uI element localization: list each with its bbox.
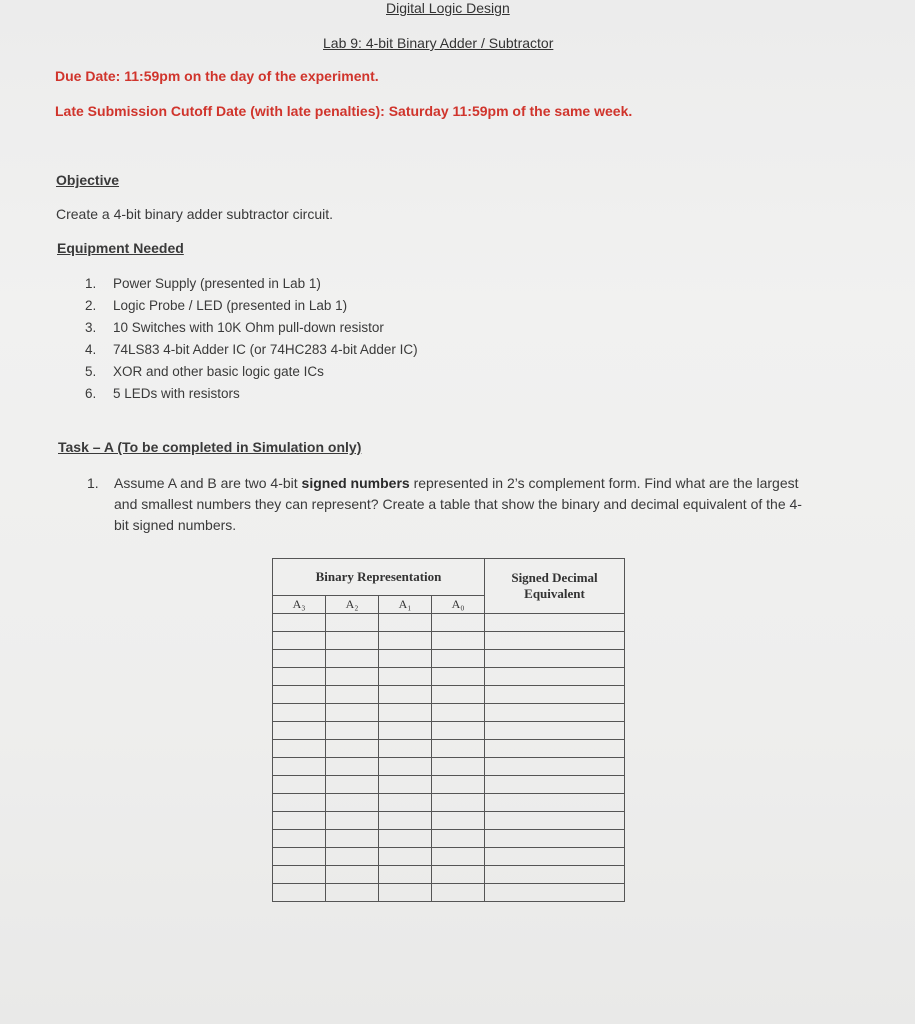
task-item-text	[114, 473, 814, 536]
table-cell	[485, 794, 625, 812]
table-cell	[432, 758, 485, 776]
late-cutoff-date: Late Submission Cutoff Date (with late penalties): Saturday 11:59pm of the same week.	[55, 103, 633, 119]
table-row	[273, 812, 625, 830]
list-number: 6.	[85, 386, 97, 401]
bit-header-a2: A₂	[326, 596, 379, 614]
table-cell	[379, 722, 432, 740]
table-cell	[273, 722, 326, 740]
list-number: 3.	[85, 320, 97, 335]
bit-header-a0: A₀	[432, 596, 485, 614]
table-cell	[273, 686, 326, 704]
table-cell	[379, 650, 432, 668]
table-row	[273, 614, 625, 632]
list-number: 5.	[85, 364, 97, 379]
table-cell	[432, 722, 485, 740]
table-cell	[485, 686, 625, 704]
table-cell	[273, 614, 326, 632]
table-row	[273, 776, 625, 794]
list-item-text: Power Supply (presented in Lab 1)	[113, 276, 321, 291]
equipment-list	[85, 275, 418, 407]
table-cell	[326, 830, 379, 848]
table-cell	[379, 776, 432, 794]
table-cell	[485, 650, 625, 668]
table-cell	[273, 776, 326, 794]
task-text-bold: signed numbers	[301, 475, 410, 491]
table-row	[273, 884, 625, 902]
list-item-text: 5 LEDs with resistors	[113, 386, 240, 401]
table-cell	[326, 848, 379, 866]
table-cell	[432, 830, 485, 848]
table-cell	[326, 740, 379, 758]
table-cell	[273, 794, 326, 812]
table-cell	[326, 776, 379, 794]
table-cell	[379, 632, 432, 650]
table-cell	[273, 704, 326, 722]
table-cell	[485, 740, 625, 758]
table-cell	[273, 812, 326, 830]
table-cell	[326, 722, 379, 740]
table-row	[273, 722, 625, 740]
table-cell	[485, 830, 625, 848]
table-cell	[379, 686, 432, 704]
table-row	[273, 830, 625, 848]
table-row	[273, 758, 625, 776]
table-cell	[326, 686, 379, 704]
table-row	[273, 686, 625, 704]
table-cell	[432, 632, 485, 650]
table-cell	[379, 848, 432, 866]
table-cell	[432, 776, 485, 794]
table-cell	[273, 668, 326, 686]
table-cell	[326, 794, 379, 812]
table-cell	[432, 740, 485, 758]
table-cell	[326, 704, 379, 722]
table-cell	[485, 884, 625, 902]
table-row	[273, 704, 625, 722]
table-cell	[326, 614, 379, 632]
table-cell	[432, 686, 485, 704]
table-cell	[273, 740, 326, 758]
table-cell	[485, 668, 625, 686]
table-cell	[432, 614, 485, 632]
list-number: 2.	[85, 298, 97, 313]
table-cell	[379, 812, 432, 830]
list-item	[85, 341, 418, 363]
list-number: 4.	[85, 342, 97, 357]
table-cell	[432, 650, 485, 668]
table-cell	[485, 776, 625, 794]
table-cell	[485, 614, 625, 632]
course-title: Digital Logic Design	[386, 0, 510, 16]
table-cell	[432, 884, 485, 902]
table-cell	[432, 848, 485, 866]
objective-heading: Objective	[56, 172, 120, 188]
table-cell	[326, 650, 379, 668]
table-cell	[326, 668, 379, 686]
table-cell	[379, 794, 432, 812]
table-cell	[326, 866, 379, 884]
table-row	[273, 668, 625, 686]
due-date: Due Date: 11:59pm on the day of the experiment.	[55, 68, 379, 84]
table-cell	[326, 884, 379, 902]
table-cell	[326, 632, 379, 650]
table-cell	[485, 848, 625, 866]
list-item	[85, 297, 418, 319]
table-cell	[485, 758, 625, 776]
list-number: 1.	[85, 276, 97, 291]
table-cell	[379, 704, 432, 722]
bit-header-a3: A₃	[273, 596, 326, 614]
list-item-text: XOR and other basic logic gate ICs	[113, 364, 324, 379]
table-cell	[432, 794, 485, 812]
table-row	[273, 650, 625, 668]
table-row	[273, 794, 625, 812]
table-body	[273, 614, 625, 902]
lab-title: Lab 9: 4-bit Binary Adder / Subtractor	[323, 35, 554, 51]
table-cell	[432, 812, 485, 830]
table-cell	[485, 632, 625, 650]
table-row	[273, 866, 625, 884]
table-cell	[432, 668, 485, 686]
list-item	[85, 275, 418, 297]
table-cell	[379, 758, 432, 776]
table-cell	[273, 632, 326, 650]
list-item-text: Logic Probe / LED (presented in Lab 1)	[113, 298, 348, 313]
task-text-part: Assume A and B are two 4-bit	[114, 475, 302, 491]
table-cell	[379, 668, 432, 686]
binary-representation-header: Binary Representation	[273, 559, 485, 596]
table-row	[273, 632, 625, 650]
table-cell	[326, 758, 379, 776]
list-item	[85, 319, 418, 341]
signed-decimal-header: Signed Decimal Equivalent	[485, 559, 625, 614]
table-cell	[273, 758, 326, 776]
table-cell	[379, 866, 432, 884]
table-cell	[379, 884, 432, 902]
table-cell	[379, 830, 432, 848]
table-cell	[273, 884, 326, 902]
table-cell	[273, 830, 326, 848]
table-row	[273, 848, 625, 866]
table-cell	[485, 866, 625, 884]
list-item-text: 10 Switches with 10K Ohm pull-down resistor	[113, 320, 384, 335]
table-cell	[379, 740, 432, 758]
task-a-heading: Task – A (To be completed in Simulation only)	[58, 439, 362, 455]
table-cell	[273, 866, 326, 884]
table-cell	[432, 866, 485, 884]
list-item	[85, 363, 418, 385]
table-row	[273, 740, 625, 758]
table-cell	[432, 704, 485, 722]
table-cell	[326, 812, 379, 830]
list-item	[85, 385, 418, 407]
task-text-part: represented in 2’s complement form. Find what are the largest and smallest numbers they can represent? Create a table that show the binary and decimal equivalent of the 4-bit signed numbers.	[114, 475, 802, 533]
objective-text: Create a 4-bit binary adder subtractor circuit.	[56, 206, 334, 222]
list-item-text: 74LS83 4-bit Adder IC (or 74HC283 4-bit Adder IC)	[113, 342, 418, 357]
table-cell	[273, 848, 326, 866]
bit-header-a1: A₁	[379, 596, 432, 614]
table-cell	[485, 704, 625, 722]
signed-numbers-table	[272, 558, 625, 902]
table-cell	[273, 650, 326, 668]
table-cell	[485, 812, 625, 830]
task-item-number: 1.	[87, 475, 99, 491]
table-cell	[379, 614, 432, 632]
equipment-heading: Equipment Needed	[57, 240, 184, 256]
table-cell	[485, 722, 625, 740]
